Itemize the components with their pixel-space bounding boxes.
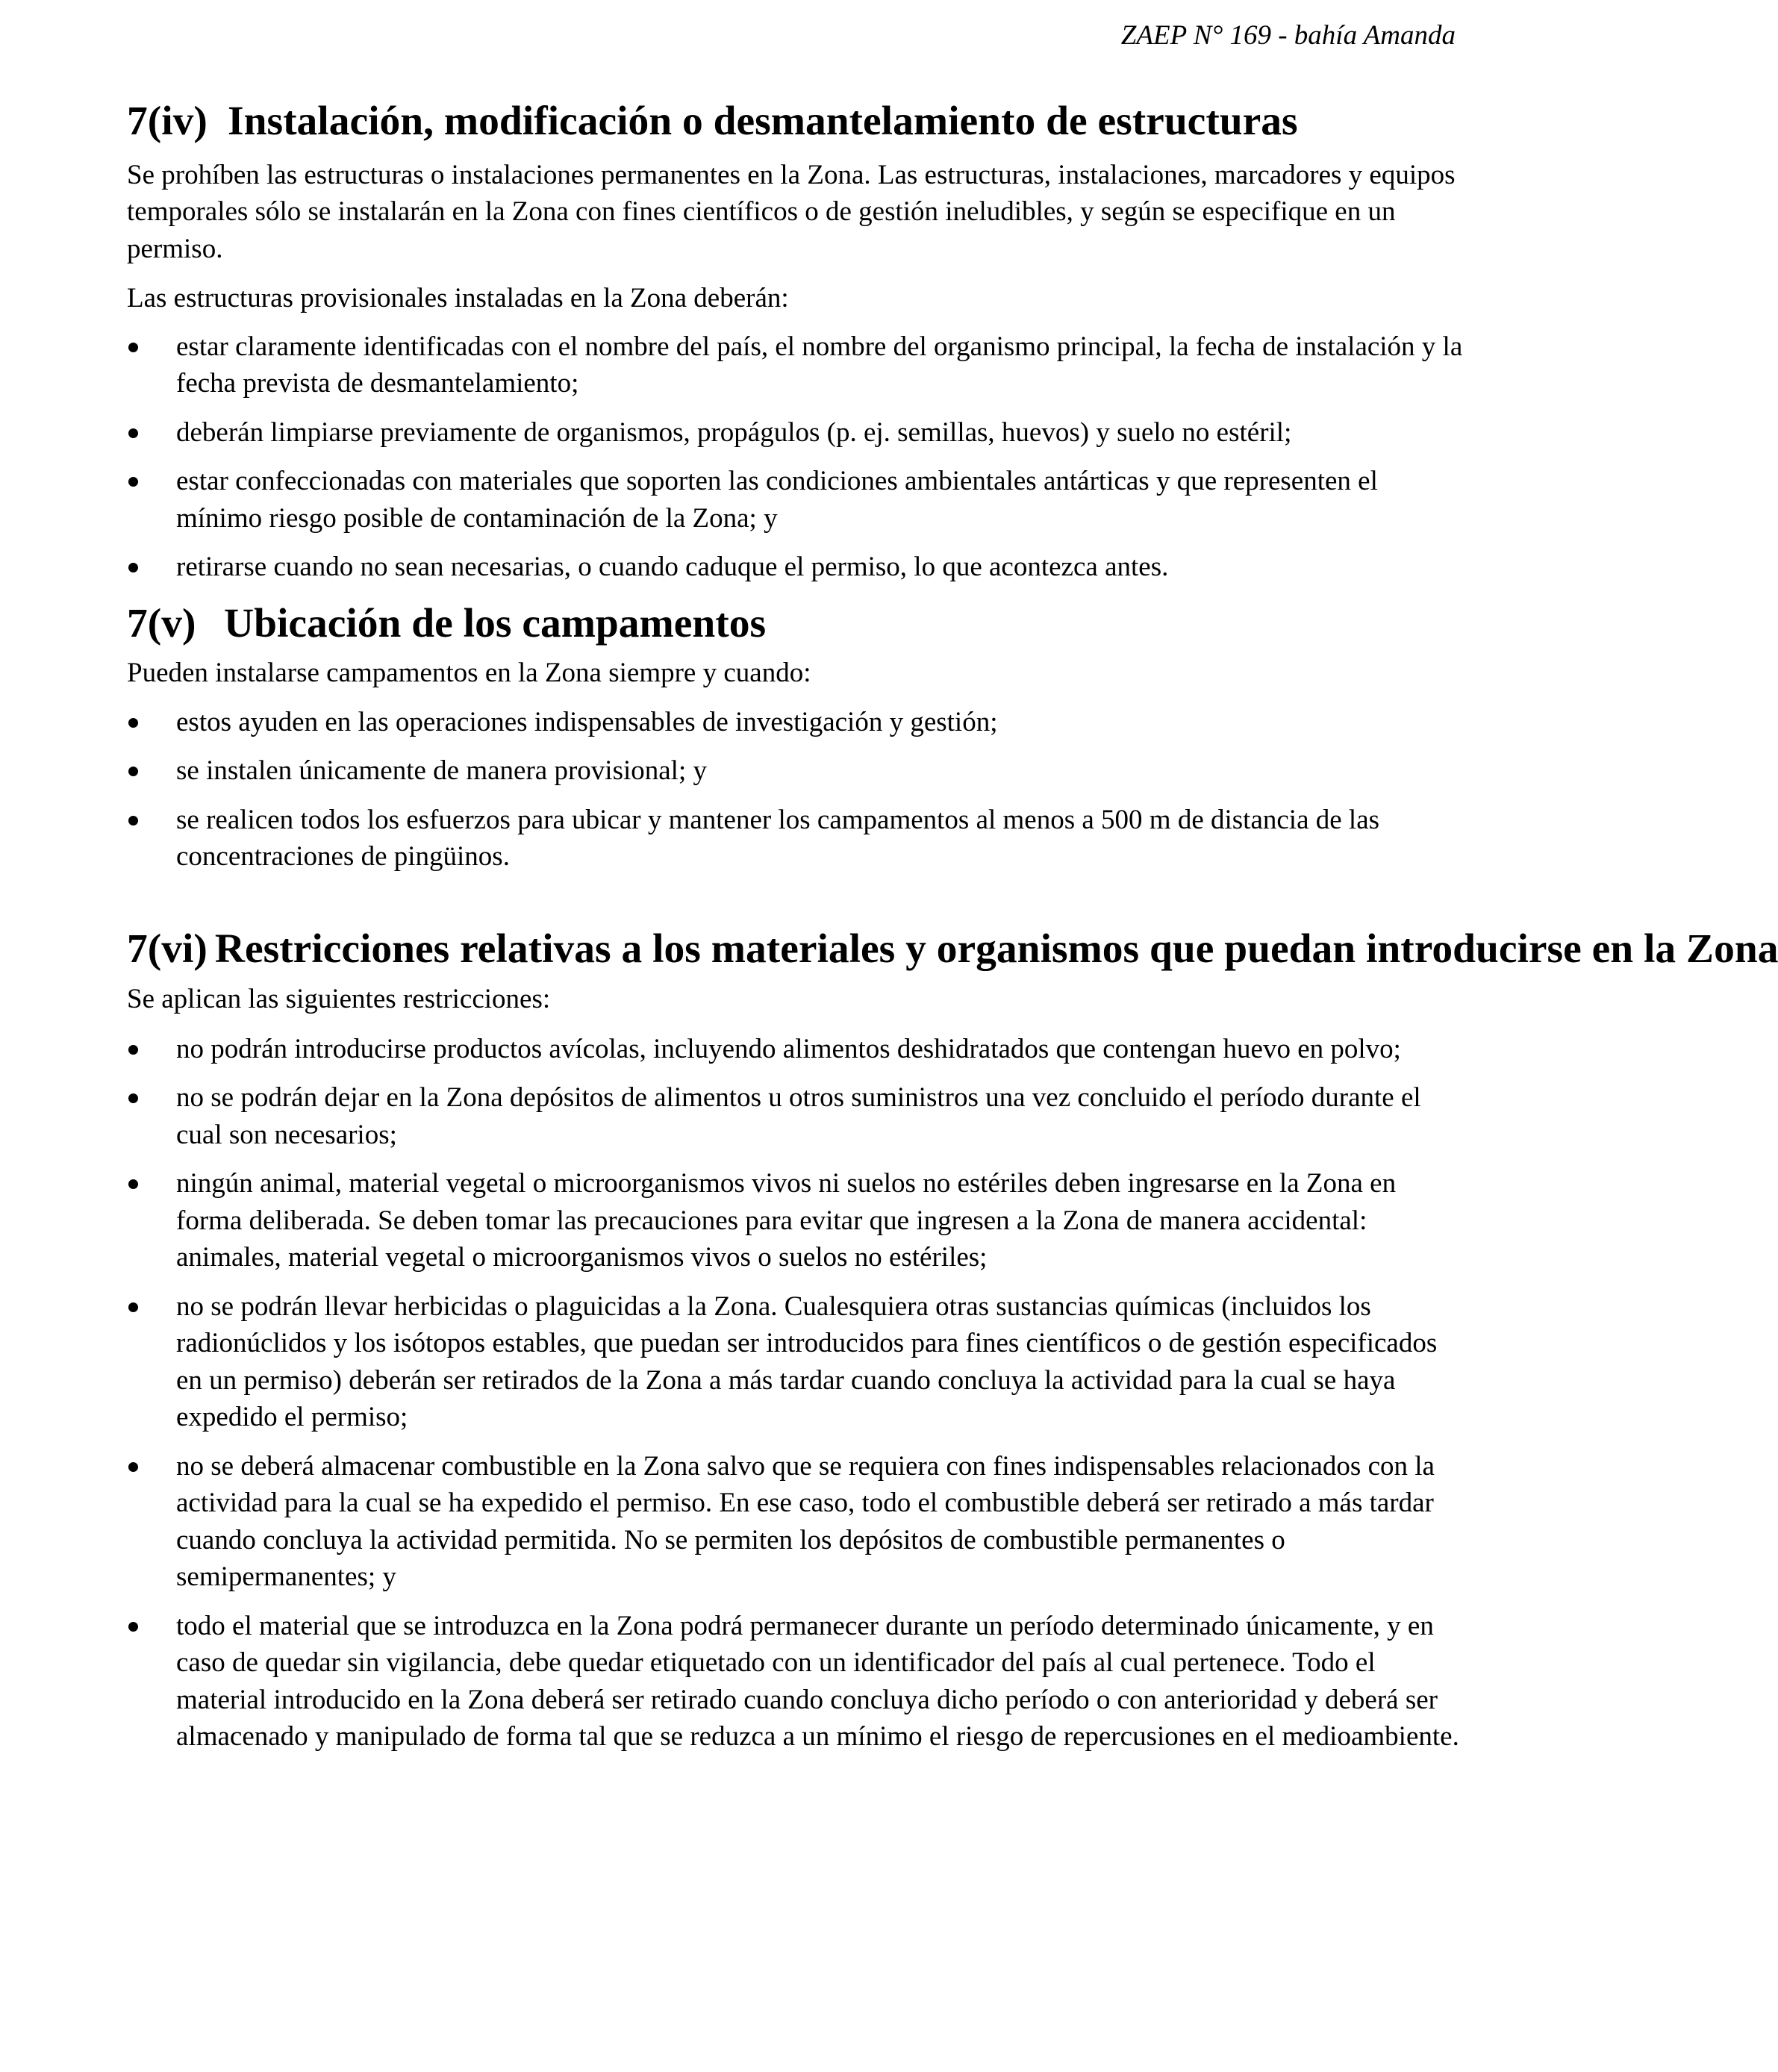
list-item-text: no se deberá almacenar combustible en la Zona salvo que se requiera con fines indispensables relacionados con la actividad para la cual se ha expedido el permiso. En ese caso, todo el combustible deberá ser retirado a más tardar cuando concluya la actividad permitida. No se permiten los depósitos de combustible permanentes o semipermanentes; y (176, 1450, 1435, 1592)
list-item (127, 549, 1463, 586)
list-item-text: no se podrán dejar en la Zona depósitos de alimentos u otros suministros una vez concluido el período durante el cual son necesarios; (176, 1082, 1421, 1150)
list-item (127, 463, 1463, 537)
paragraph: Las estructuras provisionales instaladas en la Zona deberán: (127, 283, 789, 313)
list-item-text: se realicen todos los esfuerzos para ubicar y mantener los campamentos al menos a 500 m de distancia de las concentraciones de pingüinos. (176, 804, 1380, 872)
section-title: Ubicación de los campamentos (224, 600, 767, 646)
list-item (127, 752, 1463, 790)
list-item-text: no se podrán llevar herbicidas o plaguicidas a la Zona. Cualesquiera otras sustancias químicas (incluidos los radionúclidos y los isótopos estables, que puedan ser introducidos para fines científicos o de gestión especificados en un permiso) deberán ser retirados de la Zona a más tardar cuando concluya la actividad para la cual se haya expedido el permiso; (176, 1291, 1438, 1432)
section-heading-7v (127, 600, 1463, 646)
section-title: Instalación, modificación o desmantelamiento de estructuras (228, 99, 1298, 144)
list-item-text: deberán limpiarse previamente de organismos, propágulos (p. ej. semillas, huevos) y suelo no estéril; (176, 416, 1292, 448)
bullet-icon (128, 343, 138, 352)
section-number: 7(v) (127, 600, 196, 646)
list-item (127, 1288, 1463, 1436)
list-item (127, 1031, 1463, 1068)
bullet-icon (128, 1045, 138, 1055)
bullet-icon (128, 563, 138, 572)
section-heading-7iv (127, 99, 1463, 144)
bullet-list (127, 1031, 1463, 1756)
bullet-icon (128, 1093, 138, 1103)
bullet-icon (128, 1302, 138, 1312)
list-item (127, 328, 1463, 402)
bullet-icon (128, 718, 138, 728)
bullet-icon (128, 1179, 138, 1189)
bullet-icon (128, 816, 138, 826)
list-item-text: no podrán introducirse productos avícolas, incluyendo alimentos deshidratados que contengan huevo en polvo; (176, 1033, 1401, 1064)
list-item-text: todo el material que se introduzca en la Zona podrá permanecer durante un período determinado únicamente, y en caso de quedar sin vigilancia, debe quedar etiquetado con un identificador del país al cual pertenece. Todo el material introducido en la Zona deberá ser retirado cuando concluya dicho período o con anterioridad y deberá ser almacenado y manipulado de forma tal que se reduzca a un mínimo el riesgo de repercusiones en el medioambiente. (176, 1610, 1459, 1752)
list-item-text: estar claramente identificadas con el nombre del país, el nombre del organismo principal, la fecha de instalación y la fecha prevista de desmantelamiento; (176, 331, 1463, 399)
list-item (127, 802, 1463, 876)
list-item (127, 1608, 1463, 1756)
paragraph: Pueden instalarse campamentos en la Zona siempre y cuando: (127, 658, 811, 688)
bullet-icon (128, 1462, 138, 1472)
list-item (127, 414, 1463, 452)
bullet-icon (128, 767, 138, 776)
paragraph: Se prohíben las estructuras o instalaciones permanentes en la Zona. Las estructuras, instalaciones, marcadores y equipos temporales sólo se instalarán en la Zona con fines científicos o de gestión ineludibles, y según se especifique en un permiso. (127, 159, 1456, 264)
bullet-list (127, 328, 1463, 586)
section-title: Restricciones relativas a los materiales y organismos que puedan introducirse en la Zona (214, 926, 1778, 972)
running-header: ZAEP N° 169 - bahía Amanda (1120, 20, 1456, 51)
bullet-list (127, 704, 1463, 876)
bullet-icon (128, 477, 138, 487)
list-item (127, 1079, 1463, 1153)
list-item (127, 1165, 1463, 1276)
bullet-icon (128, 1622, 138, 1632)
list-item (127, 1448, 1463, 1596)
list-item-text: estar confeccionadas con materiales que soporten las condiciones ambientales antárticas y que representen el mínimo riesgo posible de contaminación de la Zona; y (176, 466, 1378, 534)
document-body (127, 99, 1778, 1756)
list-item-text: estos ayuden en las operaciones indispensables de investigación y gestión; (176, 706, 998, 737)
paragraph: Se aplican las siguientes restricciones: (127, 984, 551, 1014)
section-heading-7vi (127, 926, 1778, 972)
section-number: 7(iv) (127, 99, 208, 144)
bullet-icon (128, 428, 138, 438)
list-item-text: ningún animal, material vegetal o microorganismos vivos ni suelos no estériles deben ingresarse en la Zona en forma deliberada. Se deben tomar las precauciones para evitar que ingresen a la Zona de manera accidental: animales, material vegetal o microorganismos vivos o suelos no estériles; (176, 1168, 1397, 1273)
section-number: 7(vi) (127, 926, 208, 972)
list-item-text: se instalen únicamente de manera provisional; y (176, 755, 707, 786)
list-item-text: retirarse cuando no sean necesarias, o cuando caduque el permiso, lo que acontezca antes. (176, 552, 1169, 582)
list-item (127, 704, 1463, 741)
